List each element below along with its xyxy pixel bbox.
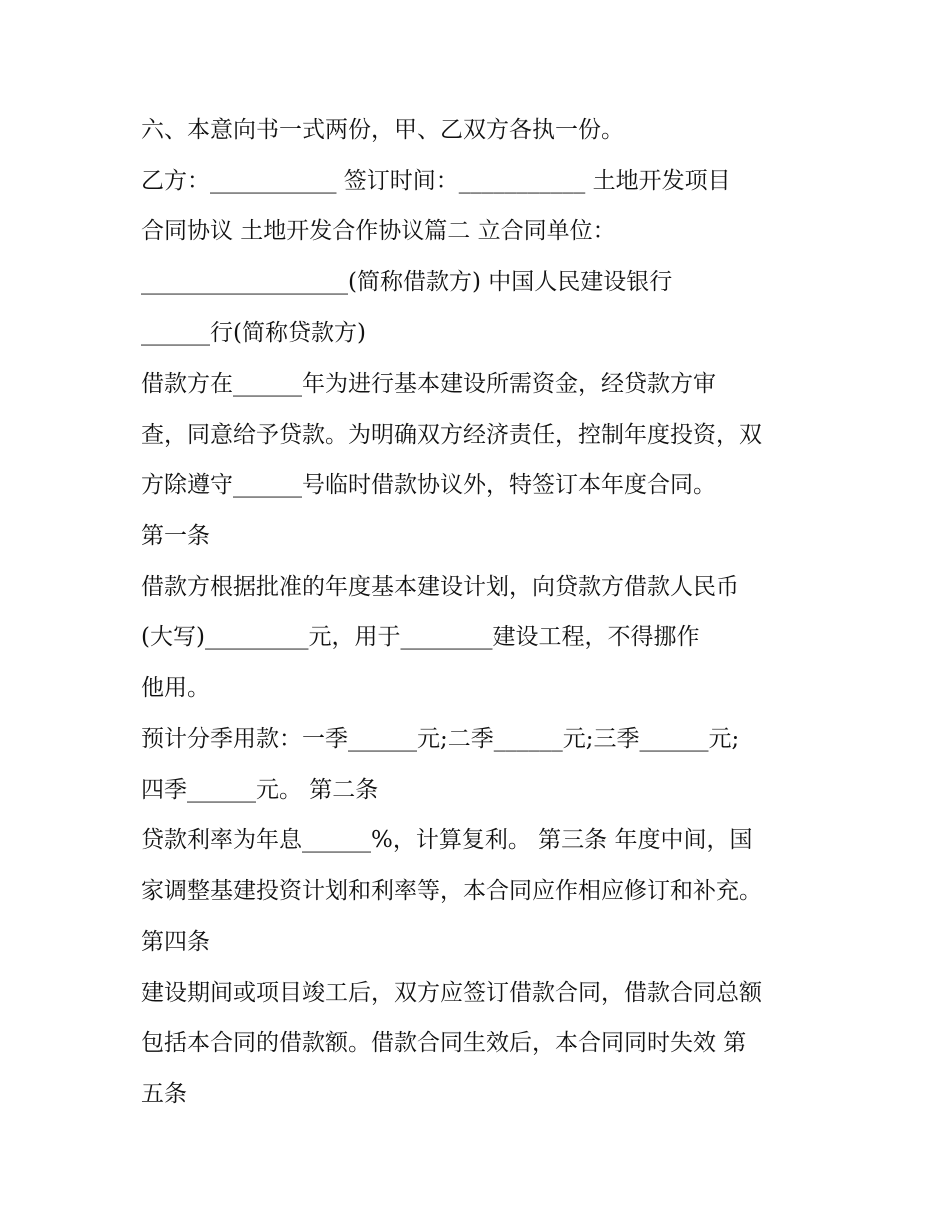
text-line: 六、本意向书一式两份，甲、乙双方各执一份。 (141, 117, 624, 143)
text-line: __________________(简称借款方) 中国人民建设银行 (141, 269, 673, 295)
text-line: ______行(简称贷款方) (141, 320, 366, 346)
text-line: 四季______元。 第二条 (141, 777, 379, 803)
text-line: 家调整基建投资计划和利率等，本合同应作相应修订和补充。 (141, 878, 762, 904)
text-line: 贷款利率为年息______%，计算复利。 第三条 年度中间，国 (141, 827, 753, 853)
text-line: 借款方根据批准的年度基本建设计划，向贷款方借款人民币 (141, 574, 739, 600)
text-line: 建设期间或项目竣工后，双方应签订借款合同，借款合同总额 (141, 980, 762, 1006)
text-line: 第一条 (141, 523, 210, 549)
text-line: 他用。 (141, 675, 210, 701)
text-line: 方除遵守______号临时借款协议外，特签订本年度合同。 (141, 472, 716, 498)
text-line: 包括本合同的借款额。借款合同生效后，本合同同时失效 第 (141, 1030, 747, 1056)
text-line: 合同协议 土地开发合作协议篇二 立合同单位： (141, 218, 616, 244)
text-line: 第四条 (141, 929, 210, 955)
text-line: 借款方在______年为进行基本建设所需资金，经贷款方审 (141, 371, 716, 397)
text-line: (大写)_________元，用于________建设工程，不得挪作 (141, 624, 700, 650)
text-line: 五条 (141, 1081, 187, 1107)
text-line: 预计分季用款：一季______元;二季______元;三季______元; (141, 726, 740, 752)
text-line: 乙方：___________ 签订时间：___________ 土地开发项目 (141, 168, 731, 194)
text-line: 查，同意给予贷款。为明确双方经济责任，控制年度投资，双 (141, 422, 762, 448)
